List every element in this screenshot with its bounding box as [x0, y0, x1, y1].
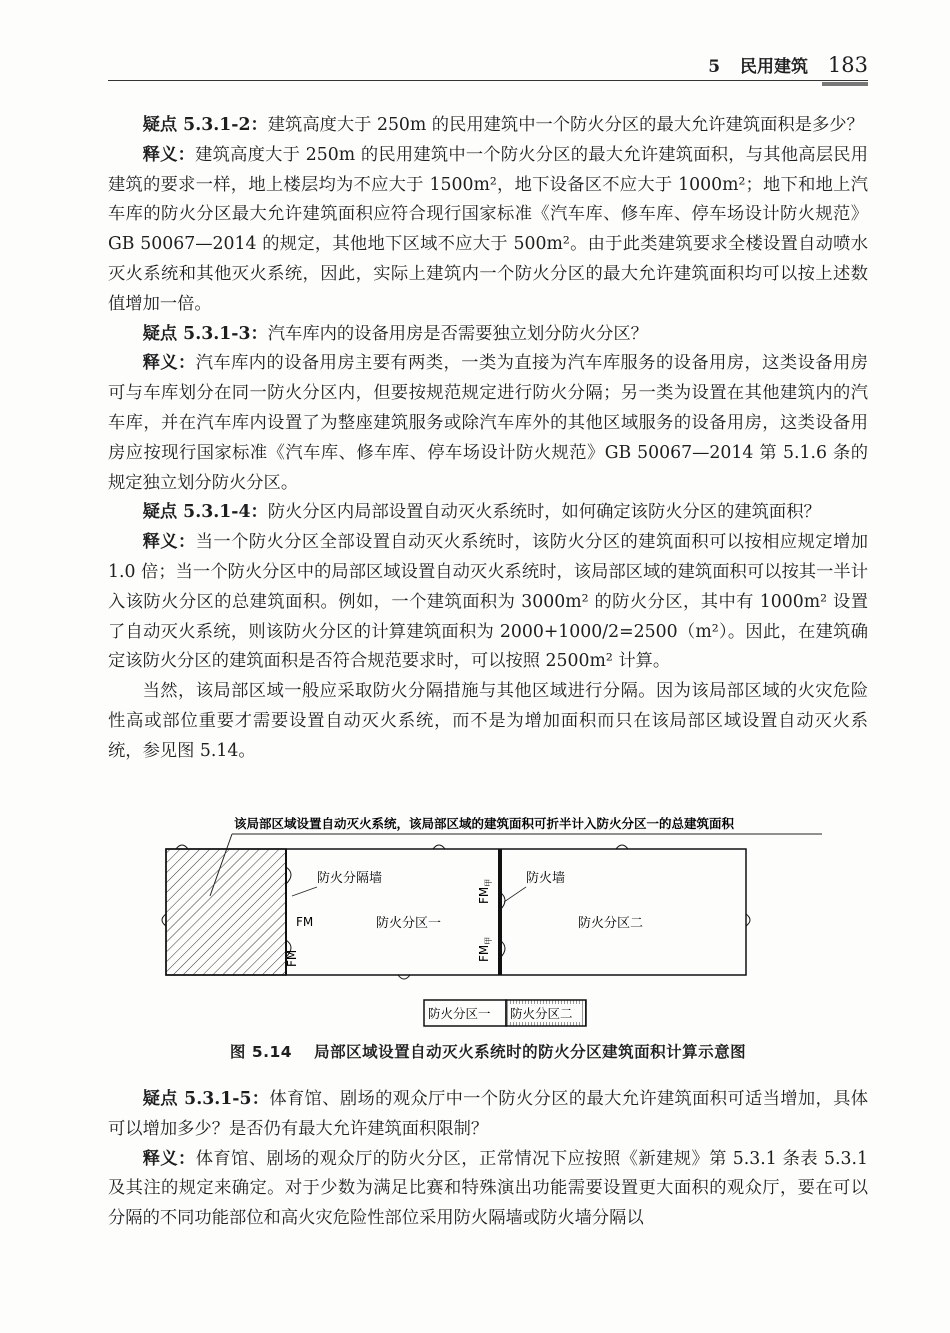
- paragraph-text: 当一个防火分区全部设置自动灭火系统时，该防火分区的建筑面积可以按相应规定增加 1.0 倍；当一个防火分区中的局部区域设置自动灭火系统时，该局部区域的建筑面积可以按其一半计入该防火分区的总建筑面积。例如，一个建筑面积为 3000m² 的防火分区，其中有 1000m² 设置了自动灭火系统，则该防火分区的计算建筑面积为 2000+1000/2=2500（m²）。因此，在建筑确定该防火分区的建筑面积是否符合规范要求时，可以按照 2500m² 计算。: [108, 532, 868, 672]
- paragraph: [108, 141, 868, 320]
- paragraph: [108, 498, 868, 528]
- door-class-subscript: 甲: [484, 936, 493, 945]
- paragraph-text: 建筑高度大于 250m 的民用建筑中一个防火分区的最大允许建筑面积是多少？: [267, 115, 864, 135]
- body-text-lower: [108, 1085, 868, 1234]
- figure-caption: [108, 1040, 868, 1062]
- paragraph: [108, 111, 868, 141]
- page-number: 183: [827, 53, 868, 77]
- header-rule: [108, 80, 868, 81]
- body-text-upper: [108, 111, 868, 767]
- paragraph-text: 防火分区内局部设置自动灭火系统时，如何确定该防火分区的建筑面积？: [267, 502, 821, 523]
- paragraph: [108, 1085, 868, 1145]
- paragraph: [108, 677, 868, 766]
- label-fm-upper: FM: [296, 915, 314, 929]
- paragraph: [108, 528, 868, 677]
- paragraph-label: 释义：: [142, 353, 196, 374]
- fire-zone-diagram: [108, 812, 868, 1032]
- figure-fire-zone-diagram: [108, 812, 868, 1072]
- paragraph-label: 疑点 5.3.1-3：: [142, 323, 268, 344]
- paragraph: [108, 1145, 868, 1234]
- label-fm-class-a-upper: $FM_甲$: [477, 878, 493, 904]
- label-partition-wall: 防火分隔墙: [317, 871, 383, 886]
- paragraph-label: 释义：: [142, 144, 196, 165]
- top-note: 该局部区域设置自动灭火系统，该局部区域的建筑面积可折半计入防火分区一的总建筑面积: [234, 816, 735, 831]
- paragraph-text: 建筑高度大于 250m 的民用建筑中一个防火分区的最大允许建筑面积，与其他高层民用建筑的要求一样，地上楼层均为不应大于 1500m²，地下设备区不应大于 1000m²；地下和地上汽车库的防火分区最大允许建筑面积应符合现行国家标准《汽车库、修车库、停车场设计防火规范》GB 50067—2014 的规定，其他地下区域不应大于 500m²。由于此类建筑要求全楼设置自动喷水灭火系统和其他灭火系统，因此，实际上建筑内一个防火分区的最大允许建筑面积均可以按上述数值增加一倍。: [108, 144, 868, 314]
- figure-title: 局部区域设置自动灭火系统时的防火分区建筑面积计算示意图: [314, 1043, 747, 1061]
- figure-number: 图 5.14: [229, 1043, 293, 1061]
- legend-zone-2: 防火分区二: [510, 1006, 573, 1021]
- label-zone-2: 防火分区二: [578, 916, 644, 931]
- paragraph-text: 汽车库内的设备用房主要有两类，一类为直接为汽车库服务的设备用房，这类设备用房可与车库划分在同一防火分区内，但要按规范规定进行防火分隔；另一类为设置在其他建筑内的汽车库，并在汽车库内设置了为整座建筑服务或除汽车库外的其他区域服务的设备用房，这类设备用房应按现行国家标准《汽车库、修车库、停车场设计防火规范》GB 50067—2014 第 5.1.6 条的规定独立划分防火分区。: [108, 353, 868, 493]
- chapter-title: 民用建筑: [739, 57, 808, 77]
- paragraph: [108, 320, 868, 350]
- paragraph-text: 体育馆、剧场的观众厅中一个防火分区的最大允许建筑面积可适当增加，具体可以增加多少？是否仍有最大允许建筑面积限制？: [108, 1089, 868, 1139]
- paragraph-label: 疑点 5.3.1-4：: [142, 502, 268, 523]
- header-rule-accent: [822, 82, 868, 86]
- label-zone-1: 防火分区一: [376, 916, 442, 931]
- running-header: [108, 52, 868, 82]
- paragraph-text: 汽车库内的设备用房是否需要独立划分防火分区？: [267, 323, 648, 344]
- paragraph-label: 疑点 5.3.1-2：: [142, 115, 268, 135]
- door-class-subscript: 甲: [484, 878, 493, 887]
- sprinkler-area: [166, 849, 286, 975]
- paragraph-label: 释义：: [142, 532, 196, 553]
- paragraph: [108, 349, 868, 498]
- paragraph-label: 释义：: [142, 1148, 196, 1169]
- paragraph-label: 疑点 5.3.1-5：: [142, 1089, 270, 1109]
- label-fm-class-a-lower: $FM_甲$: [477, 936, 493, 962]
- chapter-number: 5: [708, 57, 721, 77]
- paragraph-text: 体育馆、剧场的观众厅的防火分区，正常情况下应按照《新建规》第 5.3.1 条表 5.3.1 及其注的规定来确定。对于少数为满足比赛和特殊演出功能需要设置更大面积的观众厅，要在可以分隔的不同功能部位和高火灾危险性部位采用防火隔墙或防火墙分隔以: [108, 1148, 868, 1229]
- paragraph-text: 当然，该局部区域一般应采取防火分隔措施与其他区域进行分隔。因为该局部区域的火灾危险性高或部位重要才需要设置自动灭火系统，而不是为增加面积而只在该局部区域设置自动灭火系统，参见图 5.14。: [108, 681, 868, 761]
- label-fire-wall: 防火墙: [526, 871, 566, 886]
- legend-zone-1: 防火分区一: [428, 1006, 491, 1021]
- label-fm-lower: FM: [285, 949, 299, 967]
